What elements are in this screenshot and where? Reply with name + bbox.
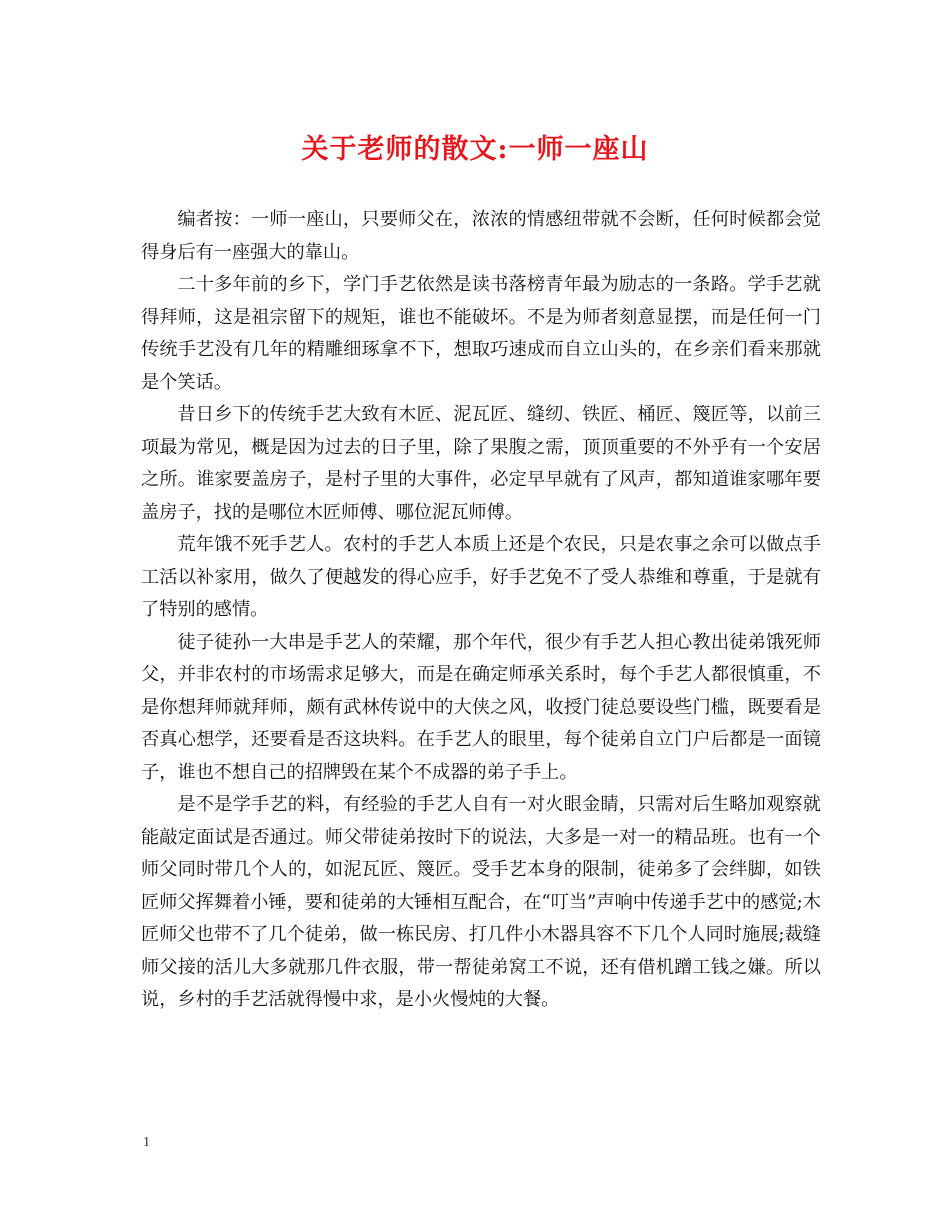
document-title: 关于老师的散文:一师一座山: [301, 134, 649, 165]
page-number: 1: [143, 1135, 150, 1150]
paragraph: 昔日乡下的传统手艺大致有木匠、泥瓦匠、缝纫、铁匠、桶匠、篾匠等，以前三项最为常见，概是因为过去的日子里，除了果腹之需，顶顶重要的不外乎有一个安居之所。谁家要盖房子，是村子里的大事件，必定早早就有了风声，都知道谁家哪年要盖房子，找的是哪位木匠师傅、哪位泥瓦师傅。: [141, 404, 821, 523]
paragraph: 是不是学手艺的料，有经验的手艺人自有一对火眼金睛，只需对后生略加观察就能敲定面试是否通过。师父带徒弟按时下的说法，大多是一对一的精品班。也有一个师父同时带几个人的，如泥瓦匠、篾匠。受手艺本身的限制，徒弟多了会绊脚，如铁匠师父挥舞着小锤，要和徒弟的大锤相互配合，在“叮当”声响中传递手艺中的感觉;木匠师父也带不了几个徒弟，做一栋民房、打几件小木器具容不下几个人同时施展;裁缝师父接的活儿大多就那几件衣服，带一帮徒弟窝工不说，还有借机蹭工钱之嫌。所以说，乡村的手艺活就得慢中求，是小火慢炖的大餐。: [141, 794, 821, 1010]
document-body: [141, 204, 821, 1017]
paragraph-editor-note: 编者按：一师一座山，只要师父在，浓浓的情感纽带就不会断，任何时候都会觉得身后有一座强大的靠山。: [141, 209, 821, 263]
paragraph: 徒子徒孙一大串是手艺人的荣耀，那个年代，很少有手艺人担心教出徒弟饿死师父，并非农村的市场需求足够大，而是在确定师承关系时，每个手艺人都很慎重，不是你想拜师就拜师，颇有武林传说中的大侠之风，收授门徒总要设些门槛，既要看是否真心想学，还要看是否这块料。在手艺人的眼里，每个徒弟自立门户后都是一面镜子，谁也不想自己的招牌毁在某个不成器的弟子手上。: [141, 631, 821, 783]
paragraph: 二十多年前的乡下，学门手艺依然是读书落榜青年最为励志的一条路。学手艺就得拜师，这是祖宗留下的规矩，谁也不能破坏。不是为师者刻意显摆，而是任何一门传统手艺没有几年的精雕细琢拿不下，想取巧速成而自立山头的，在乡亲们看来那就是个笑话。: [141, 274, 821, 393]
paragraph: 荒年饿不死手艺人。农村的手艺人本质上还是个农民，只是农事之余可以做点手工活以补家用，做久了便越发的得心应手，好手艺免不了受人恭维和尊重，于是就有了特别的感情。: [141, 534, 821, 620]
